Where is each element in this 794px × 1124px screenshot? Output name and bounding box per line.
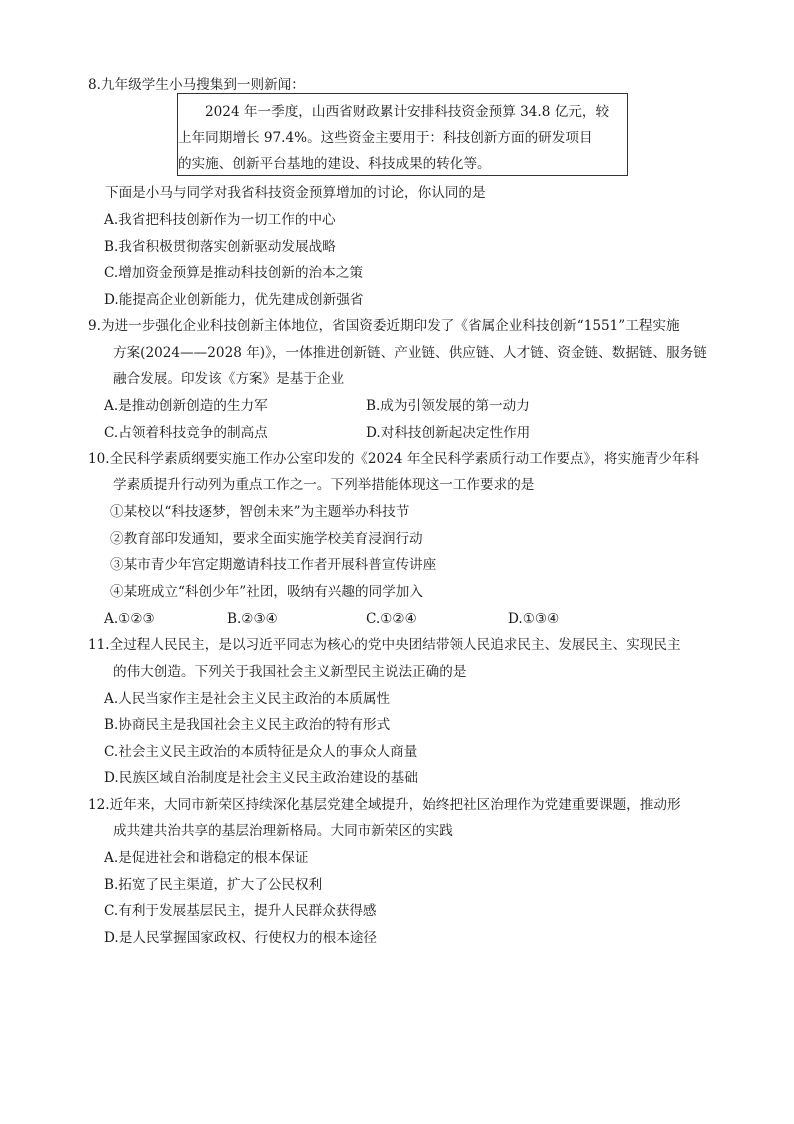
q8-stem: 8.九年级学生小马搜集到一则新闻： — [88, 77, 305, 93]
q9-option-a: A.是推动创新创造的生力军 — [104, 398, 268, 414]
q10-option-b: B.②③④ — [227, 611, 278, 627]
q11-option-d: D.民族区域自治制度是社会主义民主政治建设的基础 — [104, 770, 418, 786]
q8-question: 下面是小马与同学对我省科技资金预算增加的讨论，你认同的是 — [105, 185, 486, 201]
q9-option-b: B.成为引领发展的第一动力 — [366, 398, 530, 414]
q8-option-c: C.增加资金预算是推动科技创新的治本之策 — [104, 265, 363, 281]
news-line-3: 的实施、创新平台基地的建设、科技成果的转化等。 — [178, 156, 491, 172]
q12-option-c: C.有利于发展基层民主，提升人民群众获得感 — [104, 903, 377, 919]
q10-item-3: ③某市青少年宫定期邀请科技工作者开展科普宣传讲座 — [110, 557, 437, 573]
q9-option-d: D.对科技创新起决定性作用 — [366, 425, 531, 441]
q10-stem-line-1: 10.全民科学素质纲要实施工作办公室印发的《2024 年全民科学素质行动工作要点》，将实施青少年科 — [88, 451, 700, 467]
q9-stem-line-3: 融合发展。印发该《方案》是基于企业 — [113, 371, 345, 387]
q11-option-b: B.协商民主是我国社会主义民主政治的特有形式 — [104, 717, 391, 733]
q12-option-a: A.是促进社会和谐稳定的根本保证 — [104, 850, 309, 866]
q10-stem-line-2: 学素质提升行动列为重点工作之一。下列举措能体现这一工作要求的是 — [113, 477, 535, 493]
news-box — [177, 93, 628, 176]
q10-option-d: D.①③④ — [508, 611, 560, 627]
q8-option-a: A.我省把科技创新作为一切工作的中心 — [104, 212, 336, 228]
news-line-2: 上年同期增长 97.4%。这些资金主要用于：科技创新方面的研发项目 — [178, 130, 593, 146]
q8-option-b: B.我省积极贯彻落实创新驱动发展战略 — [104, 239, 336, 255]
q12-stem-line-1: 12.近年来，大同市新荣区持续深化基层党建全域提升，始终把社区治理作为党建重要课题，推动形 — [88, 797, 681, 813]
news-line-1: 2024 年一季度，山西省财政累计安排科技资金预算 34.8 亿元，较 — [205, 104, 610, 120]
q12-option-d: D.是人民掌握国家政权、行使权力的根本途径 — [104, 930, 378, 946]
q10-item-4: ④某班成立“科创少年”社团，吸纳有兴趣的同学加入 — [110, 584, 423, 600]
q11-option-c: C.社会主义民主政治的本质特征是众人的事众人商量 — [104, 744, 418, 760]
q11-option-a: A.人民当家作主是社会主义民主政治的本质属性 — [104, 691, 391, 707]
q9-stem-line-2: 方案(2024——2028 年)》，一体推进创新链、产业链、供应链、人才链、资金链、数据链、服务链 — [113, 345, 707, 361]
q8-option-d: D.能提高企业创新能力，优先建成创新强省 — [104, 292, 364, 308]
q10-option-a: A.①②③ — [104, 611, 155, 627]
q9-stem-line-1: 9.为进一步强化企业科技创新主体地位，省国资委近期印发了《省属企业科技创新“1551”工程实施 — [88, 318, 680, 334]
q11-stem-line-1: 11.全过程人民民主，是以习近平同志为核心的党中央团结带领人民追求民主、发展民主、实现民主 — [88, 637, 681, 653]
q10-option-c: C.①②④ — [366, 611, 417, 627]
q9-option-c: C.占领着科技竞争的制高点 — [104, 425, 268, 441]
q11-stem-line-2: 的伟大创造。下列关于我国社会主义新型民主说法正确的是 — [113, 664, 467, 680]
q12-stem-line-2: 成共建共治共享的基层治理新格局。大同市新荣区的实践 — [113, 823, 453, 839]
q12-option-b: B.拓宽了民主渠道，扩大了公民权利 — [104, 877, 323, 893]
q10-item-1: ①某校以“科技逐梦，智创未来”为主题举办科技节 — [110, 504, 410, 520]
q10-item-2: ②教育部印发通知，要求全面实施学校美育浸润行动 — [110, 531, 423, 547]
